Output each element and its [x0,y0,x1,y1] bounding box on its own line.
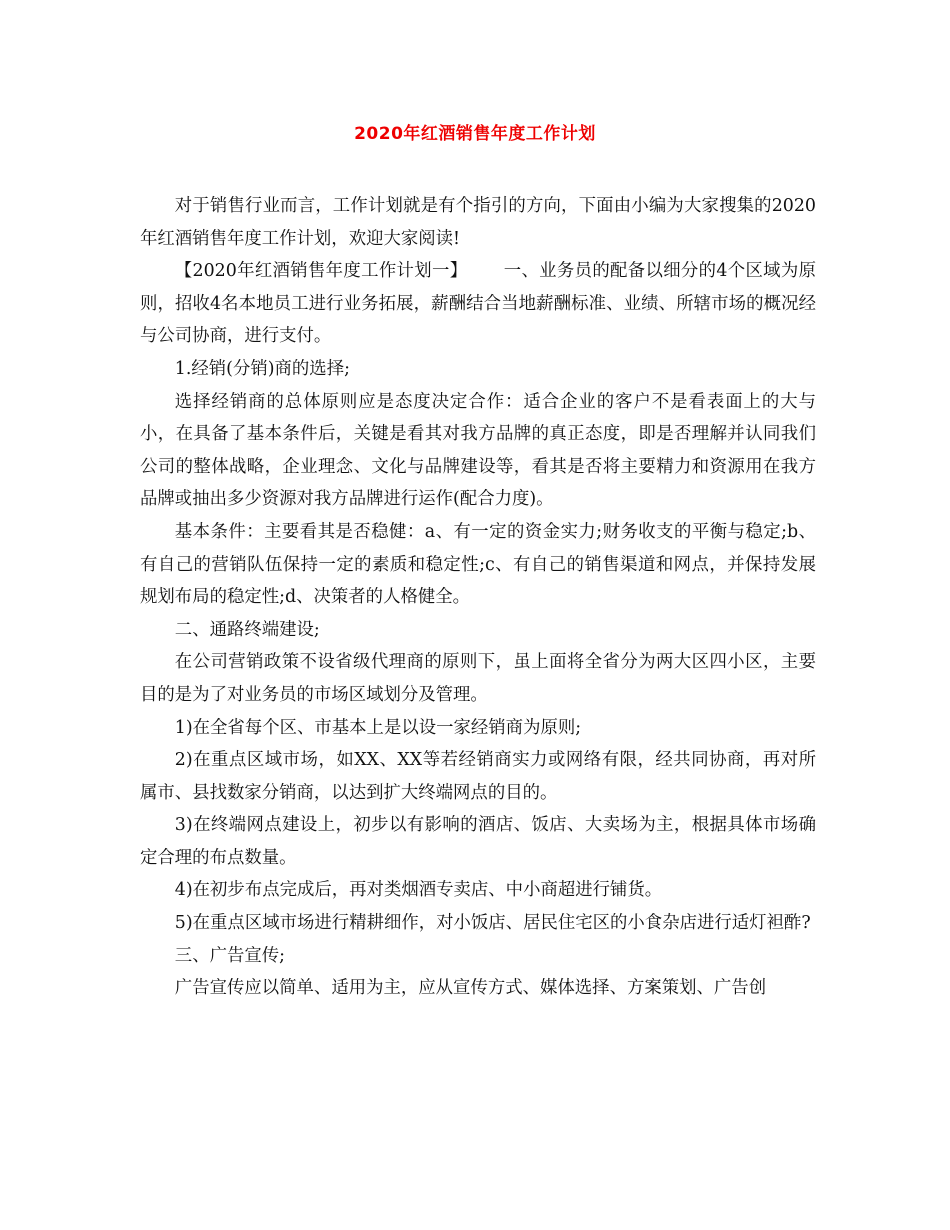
plan-heading: 【2020年红酒销售年度工作计划一】 [174,261,468,282]
plan-paragraph [140,255,816,353]
paragraph-item-5: 5)在重点区域市场进行精耕细作，对小饭店、居民住宅区的小食杂店进行适灯袒酢? [174,913,811,934]
paragraph-item-3: 3)在终端网点建设上，初步以有影响的酒店、饭店、大卖场为主，根据具体市场确定合理的布点数量。 [140,815,816,868]
paragraph-basic-conditions: 基本条件：主要看其是否稳健：a、有一定的资金实力;财务收支的平衡与稳定;b、有自己的营销队伍保持一定的素质和稳定性;c、有自己的销售渠道和网点，并保持发展规划布局的稳定性;d、决策者的人格健全。 [140,521,816,608]
paragraph-channel-policy: 在公司营销政策不设省级代理商的原则下，虽上面将全省分为两大区四小区，主要目的是为了对业务员的市场区域划分及管理。 [140,652,816,705]
intro-paragraph: 对于销售行业而言，工作计划就是有个指引的方向，下面由小编为大家搜集的2020年红酒销售年度工作计划，欢迎大家阅读! [140,196,816,249]
paragraph-channel-heading: 二、通路终端建设; [174,619,320,640]
paragraph-item-4: 4)在初步布点完成后，再对类烟酒专卖店、中小商超进行铺货。 [174,880,663,901]
paragraph-item-1: 1)在全省每个区、市基本上是以设一家经销商为原则; [174,717,582,738]
plan-paragraph-text: 一、业务员的配备以细分的4个区域为原则，招收4名本地员工进行业务拓展，薪酬结合当地薪酬标准、业绩、所辖市场的概况经与公司协商，进行支付。 [140,261,816,347]
paragraph-advertising-text: 广告宣传应以简单、适用为主，应从宣传方式、媒体选择、方案策划、广告创 [174,978,767,999]
document-title: 2020年红酒销售年度工作计划 [354,124,596,144]
paragraph-item-2: 2)在重点区域市场，如XX、XX等若经销商实力或网络有限，经共同协商，再对所属市、县找数家分销商，以达到扩大终端网点的目的。 [140,750,816,803]
document-body [140,190,816,1005]
paragraph-advertising-heading: 三、广告宣传; [174,945,286,966]
paragraph-dealer-principle: 选择经销商的总体原则应是态度决定合作：适合企业的客户不是看表面上的大与小，在具备了基本条件后，关键是看其对我方品牌的真正态度，即是否理解并认同我们公司的整体战略，企业理念、文化与品牌建设等，看其是否将主要精力和资源用在我方品牌或抽出多少资源对我方品牌进行运作(配合力度)。 [140,391,816,510]
paragraph-dealer-selection: 1.经销(分销)商的选择; [174,358,350,379]
